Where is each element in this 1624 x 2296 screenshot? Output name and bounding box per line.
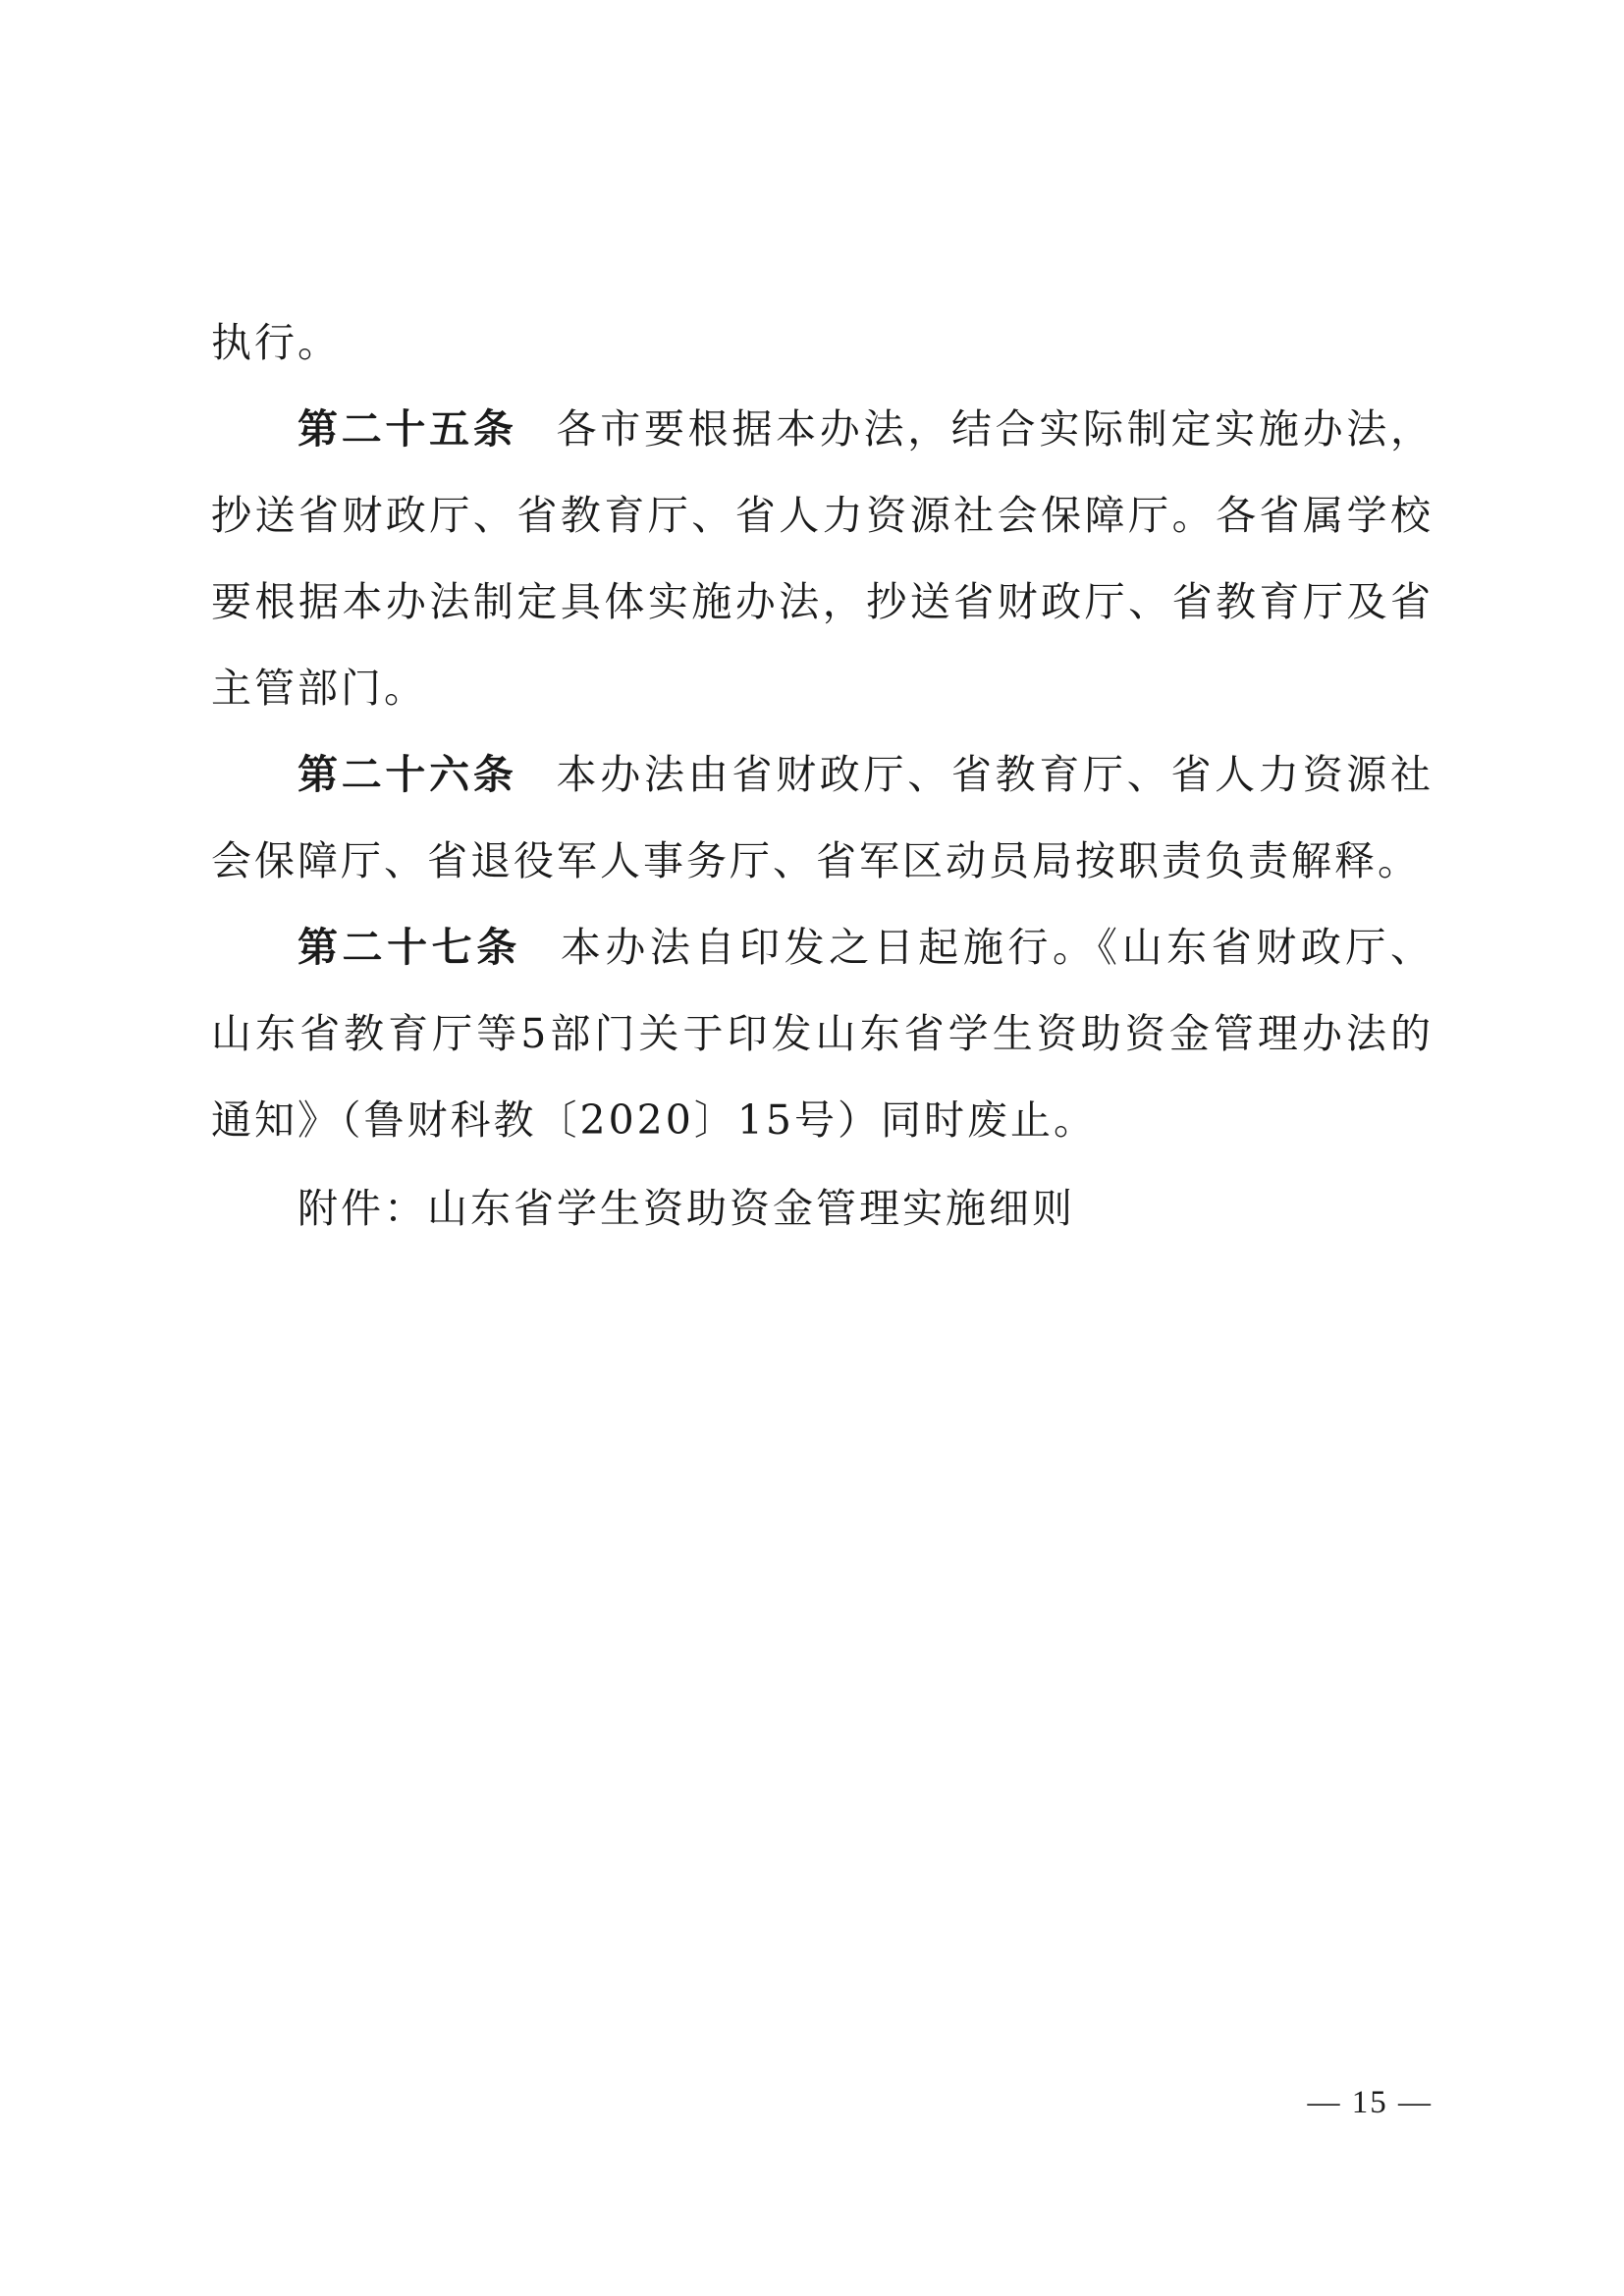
article-27 (211, 904, 1434, 1163)
article-number: 第二十五条 (298, 405, 517, 453)
article-25 (211, 386, 1434, 731)
article-26 (211, 731, 1434, 904)
article-number: 第二十七条 (298, 924, 521, 971)
document-body (211, 299, 1434, 1163)
paragraph-text: 执行。 (211, 319, 341, 366)
paragraph-continuation (211, 299, 1434, 386)
article-text: 各市要根据本办法，结合实际制定实施办法，抄送省财政厅、省教育厅、省人力资源社会保障厅。各省属学校要根据本办法制定具体实施办法，抄送省财政厅、省教育厅及省主管部门。 (211, 405, 1435, 712)
article-number: 第二十六条 (298, 751, 517, 798)
attachment-line: 附件：山东省学生资助资金管理实施细则 (298, 1185, 1075, 1232)
page-number: — 15 — (1307, 2085, 1433, 2120)
article-text: 本办法自印发之日起施行。《山东省财政厅、山东省教育厅等5部门关于印发山东省学生资助资金管理办法的通知》（鲁财科教〔2020〕15号）同时废止。 (211, 924, 1434, 1144)
article-text: 本办法由省财政厅、省教育厅、省人力资源社会保障厅、省退役军人事务厅、省军区动员局按职责负责解释。 (211, 751, 1435, 884)
